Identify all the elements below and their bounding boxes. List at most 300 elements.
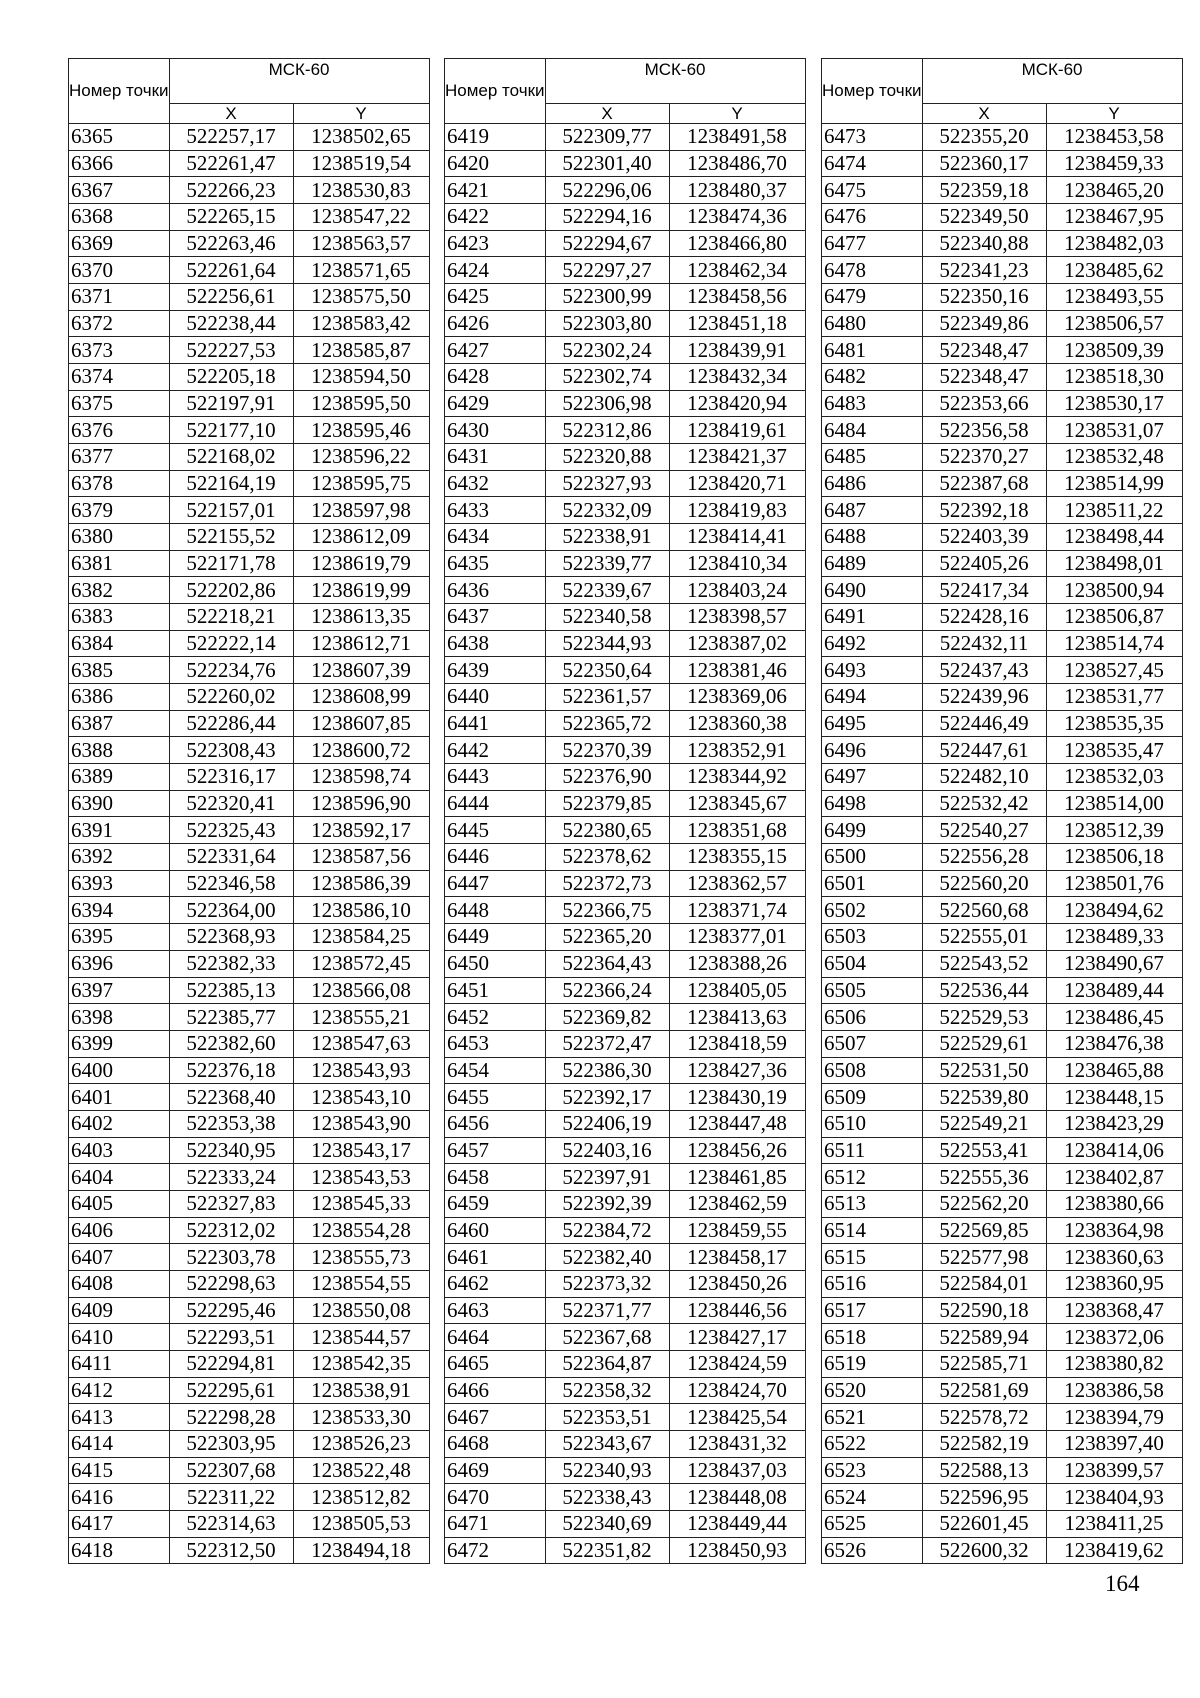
table-row xyxy=(822,817,1183,844)
x-coordinate-cell: 522367,68 xyxy=(545,1324,669,1351)
y-coordinate-cell: 1238424,59 xyxy=(669,1350,805,1377)
y-coordinate-cell: 1238572,45 xyxy=(293,950,429,977)
y-coordinate-cell: 1238352,91 xyxy=(669,737,805,764)
point-number-cell: 6433 xyxy=(445,497,546,524)
x-coordinate-cell: 522314,63 xyxy=(169,1510,293,1537)
x-coordinate-cell: 522297,27 xyxy=(545,257,669,284)
y-coordinate-cell: 1238527,45 xyxy=(1046,657,1182,684)
table-row xyxy=(445,1324,806,1351)
y-coordinate-cell: 1238514,99 xyxy=(1046,470,1182,497)
table-row xyxy=(822,1270,1183,1297)
x-coordinate-cell: 522439,96 xyxy=(922,684,1046,711)
y-coordinate-cell: 1238459,33 xyxy=(1046,150,1182,177)
y-coordinate-cell: 1238451,18 xyxy=(669,310,805,337)
point-number-cell: 6465 xyxy=(445,1350,546,1377)
table-row xyxy=(822,1190,1183,1217)
y-coordinate-cell: 1238498,44 xyxy=(1046,524,1182,551)
point-number-cell: 6512 xyxy=(822,1164,923,1191)
table-row xyxy=(69,870,430,897)
x-coordinate-cell: 522202,86 xyxy=(169,577,293,604)
table-row xyxy=(822,497,1183,524)
table-row xyxy=(69,1217,430,1244)
x-coordinate-cell: 522392,18 xyxy=(922,497,1046,524)
table-row xyxy=(69,1510,430,1537)
x-coordinate-cell: 522294,16 xyxy=(545,204,669,231)
point-number-header: Номер точки xyxy=(822,59,923,124)
table-row xyxy=(445,1110,806,1137)
point-number-cell: 6367 xyxy=(69,177,170,204)
x-column-header: X xyxy=(169,104,293,124)
point-number-cell: 6436 xyxy=(445,577,546,604)
x-coordinate-cell: 522385,77 xyxy=(169,1004,293,1031)
point-number-cell: 6481 xyxy=(822,337,923,364)
x-coordinate-cell: 522372,47 xyxy=(545,1030,669,1057)
y-coordinate-cell: 1238519,54 xyxy=(293,150,429,177)
x-coordinate-cell: 522590,18 xyxy=(922,1297,1046,1324)
x-coordinate-cell: 522601,45 xyxy=(922,1510,1046,1537)
x-coordinate-cell: 522369,82 xyxy=(545,1004,669,1031)
point-number-cell: 6486 xyxy=(822,470,923,497)
y-coordinate-cell: 1238404,93 xyxy=(1046,1484,1182,1511)
x-coordinate-cell: 522300,99 xyxy=(545,284,669,311)
table-row xyxy=(822,1377,1183,1404)
table-row xyxy=(822,870,1183,897)
x-coordinate-cell: 522582,19 xyxy=(922,1430,1046,1457)
point-number-cell: 6459 xyxy=(445,1190,546,1217)
point-number-cell: 6395 xyxy=(69,924,170,951)
point-number-cell: 6479 xyxy=(822,284,923,311)
y-coordinate-cell: 1238535,35 xyxy=(1046,710,1182,737)
x-coordinate-cell: 522256,61 xyxy=(169,284,293,311)
x-coordinate-cell: 522370,27 xyxy=(922,444,1046,471)
x-coordinate-cell: 522327,83 xyxy=(169,1190,293,1217)
x-coordinate-cell: 522543,52 xyxy=(922,950,1046,977)
y-coordinate-cell: 1238506,57 xyxy=(1046,310,1182,337)
table-row xyxy=(445,844,806,871)
y-coordinate-cell: 1238543,93 xyxy=(293,1057,429,1084)
point-number-cell: 6375 xyxy=(69,390,170,417)
x-coordinate-cell: 522312,50 xyxy=(169,1537,293,1564)
point-number-cell: 6445 xyxy=(445,817,546,844)
x-column-header: X xyxy=(545,104,669,124)
table-row xyxy=(445,710,806,737)
x-coordinate-cell: 522364,43 xyxy=(545,950,669,977)
y-coordinate-cell: 1238446,56 xyxy=(669,1297,805,1324)
x-coordinate-cell: 522257,17 xyxy=(169,124,293,151)
x-coordinate-cell: 522589,94 xyxy=(922,1324,1046,1351)
point-number-cell: 6516 xyxy=(822,1270,923,1297)
x-coordinate-cell: 522386,30 xyxy=(545,1057,669,1084)
point-number-cell: 6480 xyxy=(822,310,923,337)
y-coordinate-cell: 1238399,57 xyxy=(1046,1457,1182,1484)
x-coordinate-cell: 522370,39 xyxy=(545,737,669,764)
y-coordinate-cell: 1238543,10 xyxy=(293,1084,429,1111)
x-coordinate-cell: 522298,63 xyxy=(169,1270,293,1297)
y-coordinate-cell: 1238532,03 xyxy=(1046,764,1182,791)
table-row xyxy=(69,710,430,737)
point-number-cell: 6467 xyxy=(445,1404,546,1431)
table-row xyxy=(69,550,430,577)
point-number-cell: 6462 xyxy=(445,1270,546,1297)
point-number-cell: 6487 xyxy=(822,497,923,524)
x-coordinate-cell: 522365,20 xyxy=(545,924,669,951)
point-number-cell: 6407 xyxy=(69,1244,170,1271)
point-number-cell: 6450 xyxy=(445,950,546,977)
point-number-cell: 6402 xyxy=(69,1110,170,1137)
x-coordinate-cell: 522157,01 xyxy=(169,497,293,524)
table-row xyxy=(69,337,430,364)
table-row xyxy=(69,390,430,417)
y-coordinate-cell: 1238586,10 xyxy=(293,897,429,924)
x-coordinate-cell: 522298,28 xyxy=(169,1404,293,1431)
table-row xyxy=(822,550,1183,577)
point-number-cell: 6413 xyxy=(69,1404,170,1431)
x-coordinate-cell: 522350,16 xyxy=(922,284,1046,311)
page-number: 164 xyxy=(1105,1571,1140,1596)
point-number-cell: 6468 xyxy=(445,1430,546,1457)
x-coordinate-cell: 522331,64 xyxy=(169,844,293,871)
x-coordinate-cell: 522432,11 xyxy=(922,630,1046,657)
point-number-cell: 6398 xyxy=(69,1004,170,1031)
point-number-cell: 6423 xyxy=(445,230,546,257)
x-coordinate-cell: 522361,57 xyxy=(545,684,669,711)
y-coordinate-cell: 1238522,48 xyxy=(293,1457,429,1484)
point-number-cell: 6508 xyxy=(822,1057,923,1084)
y-coordinate-cell: 1238413,63 xyxy=(669,1004,805,1031)
point-number-cell: 6370 xyxy=(69,257,170,284)
table-row xyxy=(822,310,1183,337)
point-number-cell: 6408 xyxy=(69,1270,170,1297)
y-coordinate-cell: 1238597,98 xyxy=(293,497,429,524)
table-row xyxy=(445,524,806,551)
x-coordinate-cell: 522343,67 xyxy=(545,1430,669,1457)
coordinates-table-1 xyxy=(68,58,430,1564)
y-coordinate-cell: 1238531,07 xyxy=(1046,417,1182,444)
table-row xyxy=(822,124,1183,151)
y-coordinate-cell: 1238498,01 xyxy=(1046,550,1182,577)
y-coordinate-cell: 1238490,67 xyxy=(1046,950,1182,977)
y-coordinate-cell: 1238397,40 xyxy=(1046,1430,1182,1457)
point-number-cell: 6427 xyxy=(445,337,546,364)
table-row xyxy=(69,844,430,871)
y-coordinate-cell: 1238351,68 xyxy=(669,817,805,844)
table-row xyxy=(445,1030,806,1057)
y-coordinate-cell: 1238362,57 xyxy=(669,870,805,897)
y-coordinate-cell: 1238420,94 xyxy=(669,390,805,417)
point-number-cell: 6381 xyxy=(69,550,170,577)
y-coordinate-cell: 1238535,47 xyxy=(1046,737,1182,764)
x-coordinate-cell: 522376,18 xyxy=(169,1057,293,1084)
x-coordinate-cell: 522325,43 xyxy=(169,817,293,844)
x-coordinate-cell: 522569,85 xyxy=(922,1217,1046,1244)
y-coordinate-cell: 1238387,02 xyxy=(669,630,805,657)
point-number-cell: 6411 xyxy=(69,1350,170,1377)
x-coordinate-cell: 522332,09 xyxy=(545,497,669,524)
y-coordinate-cell: 1238447,48 xyxy=(669,1110,805,1137)
x-coordinate-cell: 522397,91 xyxy=(545,1164,669,1191)
table-row xyxy=(445,1404,806,1431)
point-number-cell: 6504 xyxy=(822,950,923,977)
x-coordinate-cell: 522529,53 xyxy=(922,1004,1046,1031)
x-coordinate-cell: 522446,49 xyxy=(922,710,1046,737)
y-coordinate-cell: 1238480,37 xyxy=(669,177,805,204)
x-coordinate-cell: 522529,61 xyxy=(922,1030,1046,1057)
table-row xyxy=(69,1270,430,1297)
table-row xyxy=(445,1084,806,1111)
table-row xyxy=(822,1537,1183,1564)
table-row xyxy=(445,124,806,151)
x-coordinate-cell: 522372,73 xyxy=(545,870,669,897)
table-row xyxy=(445,577,806,604)
x-coordinate-cell: 522359,18 xyxy=(922,177,1046,204)
table-row xyxy=(69,257,430,284)
y-coordinate-cell: 1238344,92 xyxy=(669,764,805,791)
y-coordinate-cell: 1238585,87 xyxy=(293,337,429,364)
x-coordinate-cell: 522263,46 xyxy=(169,230,293,257)
table-row xyxy=(822,1244,1183,1271)
x-coordinate-cell: 522295,61 xyxy=(169,1377,293,1404)
table-row xyxy=(445,1457,806,1484)
y-coordinate-cell: 1238465,20 xyxy=(1046,177,1182,204)
point-number-cell: 6425 xyxy=(445,284,546,311)
point-number-cell: 6526 xyxy=(822,1537,923,1564)
x-coordinate-cell: 522164,19 xyxy=(169,470,293,497)
x-coordinate-cell: 522351,82 xyxy=(545,1537,669,1564)
table-row xyxy=(69,497,430,524)
x-coordinate-cell: 522312,02 xyxy=(169,1217,293,1244)
point-number-cell: 6387 xyxy=(69,710,170,737)
x-coordinate-cell: 522222,14 xyxy=(169,630,293,657)
point-number-header: Номер точки xyxy=(69,59,170,124)
point-number-cell: 6521 xyxy=(822,1404,923,1431)
table-row xyxy=(445,1297,806,1324)
table-row xyxy=(445,1244,806,1271)
y-coordinate-cell: 1238486,45 xyxy=(1046,1004,1182,1031)
table-row xyxy=(445,1190,806,1217)
x-coordinate-cell: 522539,80 xyxy=(922,1084,1046,1111)
point-number-cell: 6416 xyxy=(69,1484,170,1511)
y-coordinate-cell: 1238424,70 xyxy=(669,1377,805,1404)
point-number-cell: 6451 xyxy=(445,977,546,1004)
y-coordinate-cell: 1238448,08 xyxy=(669,1484,805,1511)
point-number-cell: 6466 xyxy=(445,1377,546,1404)
x-coordinate-cell: 522218,21 xyxy=(169,604,293,631)
y-coordinate-cell: 1238486,70 xyxy=(669,150,805,177)
y-coordinate-cell: 1238380,82 xyxy=(1046,1350,1182,1377)
point-number-cell: 6484 xyxy=(822,417,923,444)
table-row xyxy=(69,1030,430,1057)
y-coordinate-cell: 1238526,23 xyxy=(293,1430,429,1457)
y-coordinate-cell: 1238403,24 xyxy=(669,577,805,604)
y-column-header: Y xyxy=(669,104,805,124)
table-row xyxy=(822,710,1183,737)
x-coordinate-cell: 522266,23 xyxy=(169,177,293,204)
point-number-cell: 6418 xyxy=(69,1537,170,1564)
y-coordinate-cell: 1238377,01 xyxy=(669,924,805,951)
x-coordinate-cell: 522294,81 xyxy=(169,1350,293,1377)
y-coordinate-cell: 1238414,41 xyxy=(669,524,805,551)
table-row xyxy=(69,470,430,497)
y-coordinate-cell: 1238506,18 xyxy=(1046,844,1182,871)
y-coordinate-cell: 1238398,57 xyxy=(669,604,805,631)
table-row xyxy=(445,657,806,684)
y-coordinate-cell: 1238431,32 xyxy=(669,1430,805,1457)
y-coordinate-cell: 1238386,58 xyxy=(1046,1377,1182,1404)
y-coordinate-cell: 1238511,22 xyxy=(1046,497,1182,524)
x-coordinate-cell: 522364,87 xyxy=(545,1350,669,1377)
y-coordinate-cell: 1238612,09 xyxy=(293,524,429,551)
table-row xyxy=(445,1164,806,1191)
table-row xyxy=(69,577,430,604)
point-number-cell: 6496 xyxy=(822,737,923,764)
x-coordinate-cell: 522368,93 xyxy=(169,924,293,951)
point-number-cell: 6524 xyxy=(822,1484,923,1511)
x-coordinate-cell: 522555,36 xyxy=(922,1164,1046,1191)
table-row xyxy=(445,284,806,311)
point-number-cell: 6440 xyxy=(445,684,546,711)
point-number-cell: 6523 xyxy=(822,1457,923,1484)
point-number-cell: 6441 xyxy=(445,710,546,737)
x-coordinate-cell: 522358,32 xyxy=(545,1377,669,1404)
table-row xyxy=(822,1110,1183,1137)
table-row xyxy=(69,177,430,204)
table-row xyxy=(445,1057,806,1084)
table-row xyxy=(69,897,430,924)
y-coordinate-cell: 1238619,99 xyxy=(293,577,429,604)
x-coordinate-cell: 522260,02 xyxy=(169,684,293,711)
point-number-cell: 6513 xyxy=(822,1190,923,1217)
y-coordinate-cell: 1238595,50 xyxy=(293,390,429,417)
point-number-cell: 6453 xyxy=(445,1030,546,1057)
x-coordinate-cell: 522379,85 xyxy=(545,790,669,817)
y-coordinate-cell: 1238462,34 xyxy=(669,257,805,284)
point-number-cell: 6382 xyxy=(69,577,170,604)
table-row xyxy=(822,257,1183,284)
x-coordinate-cell: 522382,40 xyxy=(545,1244,669,1271)
point-number-cell: 6471 xyxy=(445,1510,546,1537)
point-number-cell: 6430 xyxy=(445,417,546,444)
table-row xyxy=(69,284,430,311)
table-body xyxy=(822,124,1183,1564)
x-coordinate-cell: 522562,20 xyxy=(922,1190,1046,1217)
x-coordinate-cell: 522348,47 xyxy=(922,364,1046,391)
y-coordinate-cell: 1238466,80 xyxy=(669,230,805,257)
table-row xyxy=(69,1110,430,1137)
table-row xyxy=(822,1430,1183,1457)
x-coordinate-cell: 522303,78 xyxy=(169,1244,293,1271)
table-row xyxy=(445,924,806,951)
point-number-cell: 6439 xyxy=(445,657,546,684)
x-coordinate-cell: 522600,32 xyxy=(922,1537,1046,1564)
y-coordinate-cell: 1238476,38 xyxy=(1046,1030,1182,1057)
y-column-header: Y xyxy=(293,104,429,124)
table-row xyxy=(822,470,1183,497)
x-coordinate-cell: 522549,21 xyxy=(922,1110,1046,1137)
table-row xyxy=(69,524,430,551)
table-row xyxy=(822,417,1183,444)
point-number-cell: 6431 xyxy=(445,444,546,471)
y-coordinate-cell: 1238512,39 xyxy=(1046,817,1182,844)
x-coordinate-cell: 522333,24 xyxy=(169,1164,293,1191)
y-coordinate-cell: 1238595,46 xyxy=(293,417,429,444)
point-number-cell: 6518 xyxy=(822,1324,923,1351)
table-row xyxy=(445,790,806,817)
point-number-cell: 6404 xyxy=(69,1164,170,1191)
point-number-cell: 6485 xyxy=(822,444,923,471)
table-row xyxy=(69,1297,430,1324)
x-coordinate-cell: 522307,68 xyxy=(169,1457,293,1484)
y-coordinate-cell: 1238494,18 xyxy=(293,1537,429,1564)
y-coordinate-cell: 1238501,76 xyxy=(1046,870,1182,897)
point-number-cell: 6525 xyxy=(822,1510,923,1537)
x-coordinate-cell: 522556,28 xyxy=(922,844,1046,871)
x-coordinate-cell: 522261,64 xyxy=(169,257,293,284)
coordinate-system-header: МСК-60 xyxy=(545,59,805,104)
y-coordinate-cell: 1238458,56 xyxy=(669,284,805,311)
y-coordinate-cell: 1238542,35 xyxy=(293,1350,429,1377)
x-column-header: X xyxy=(922,104,1046,124)
table-row xyxy=(69,364,430,391)
y-coordinate-cell: 1238613,35 xyxy=(293,604,429,631)
x-coordinate-cell: 522387,68 xyxy=(922,470,1046,497)
table-row xyxy=(822,604,1183,631)
point-number-cell: 6519 xyxy=(822,1350,923,1377)
point-number-cell: 6493 xyxy=(822,657,923,684)
y-coordinate-cell: 1238388,26 xyxy=(669,950,805,977)
table-row xyxy=(445,417,806,444)
table-row xyxy=(822,790,1183,817)
point-number-cell: 6457 xyxy=(445,1137,546,1164)
x-coordinate-cell: 522447,61 xyxy=(922,737,1046,764)
x-coordinate-cell: 522302,74 xyxy=(545,364,669,391)
y-coordinate-cell: 1238410,34 xyxy=(669,550,805,577)
point-number-cell: 6476 xyxy=(822,204,923,231)
point-number-cell: 6386 xyxy=(69,684,170,711)
x-coordinate-cell: 522303,80 xyxy=(545,310,669,337)
x-coordinate-cell: 522168,02 xyxy=(169,444,293,471)
table-row xyxy=(69,1324,430,1351)
y-coordinate-cell: 1238489,44 xyxy=(1046,977,1182,1004)
y-coordinate-cell: 1238421,37 xyxy=(669,444,805,471)
table-row xyxy=(822,630,1183,657)
x-coordinate-cell: 522346,58 xyxy=(169,870,293,897)
table-row xyxy=(822,1324,1183,1351)
table-row xyxy=(445,1430,806,1457)
x-coordinate-cell: 522403,16 xyxy=(545,1137,669,1164)
y-coordinate-cell: 1238459,55 xyxy=(669,1217,805,1244)
table-row xyxy=(822,1217,1183,1244)
y-coordinate-cell: 1238584,25 xyxy=(293,924,429,951)
point-number-cell: 6505 xyxy=(822,977,923,1004)
table-row xyxy=(69,1164,430,1191)
y-coordinate-cell: 1238450,93 xyxy=(669,1537,805,1564)
x-coordinate-cell: 522155,52 xyxy=(169,524,293,551)
x-coordinate-cell: 522353,51 xyxy=(545,1404,669,1431)
y-coordinate-cell: 1238514,00 xyxy=(1046,790,1182,817)
x-coordinate-cell: 522338,43 xyxy=(545,1484,669,1511)
x-coordinate-cell: 522306,98 xyxy=(545,390,669,417)
point-number-cell: 6483 xyxy=(822,390,923,417)
y-coordinate-cell: 1238583,42 xyxy=(293,310,429,337)
y-coordinate-cell: 1238420,71 xyxy=(669,470,805,497)
x-coordinate-cell: 522349,50 xyxy=(922,204,1046,231)
table-row xyxy=(822,177,1183,204)
x-coordinate-cell: 522265,15 xyxy=(169,204,293,231)
point-number-cell: 6482 xyxy=(822,364,923,391)
x-coordinate-cell: 522532,42 xyxy=(922,790,1046,817)
point-number-cell: 6421 xyxy=(445,177,546,204)
y-coordinate-cell: 1238607,85 xyxy=(293,710,429,737)
